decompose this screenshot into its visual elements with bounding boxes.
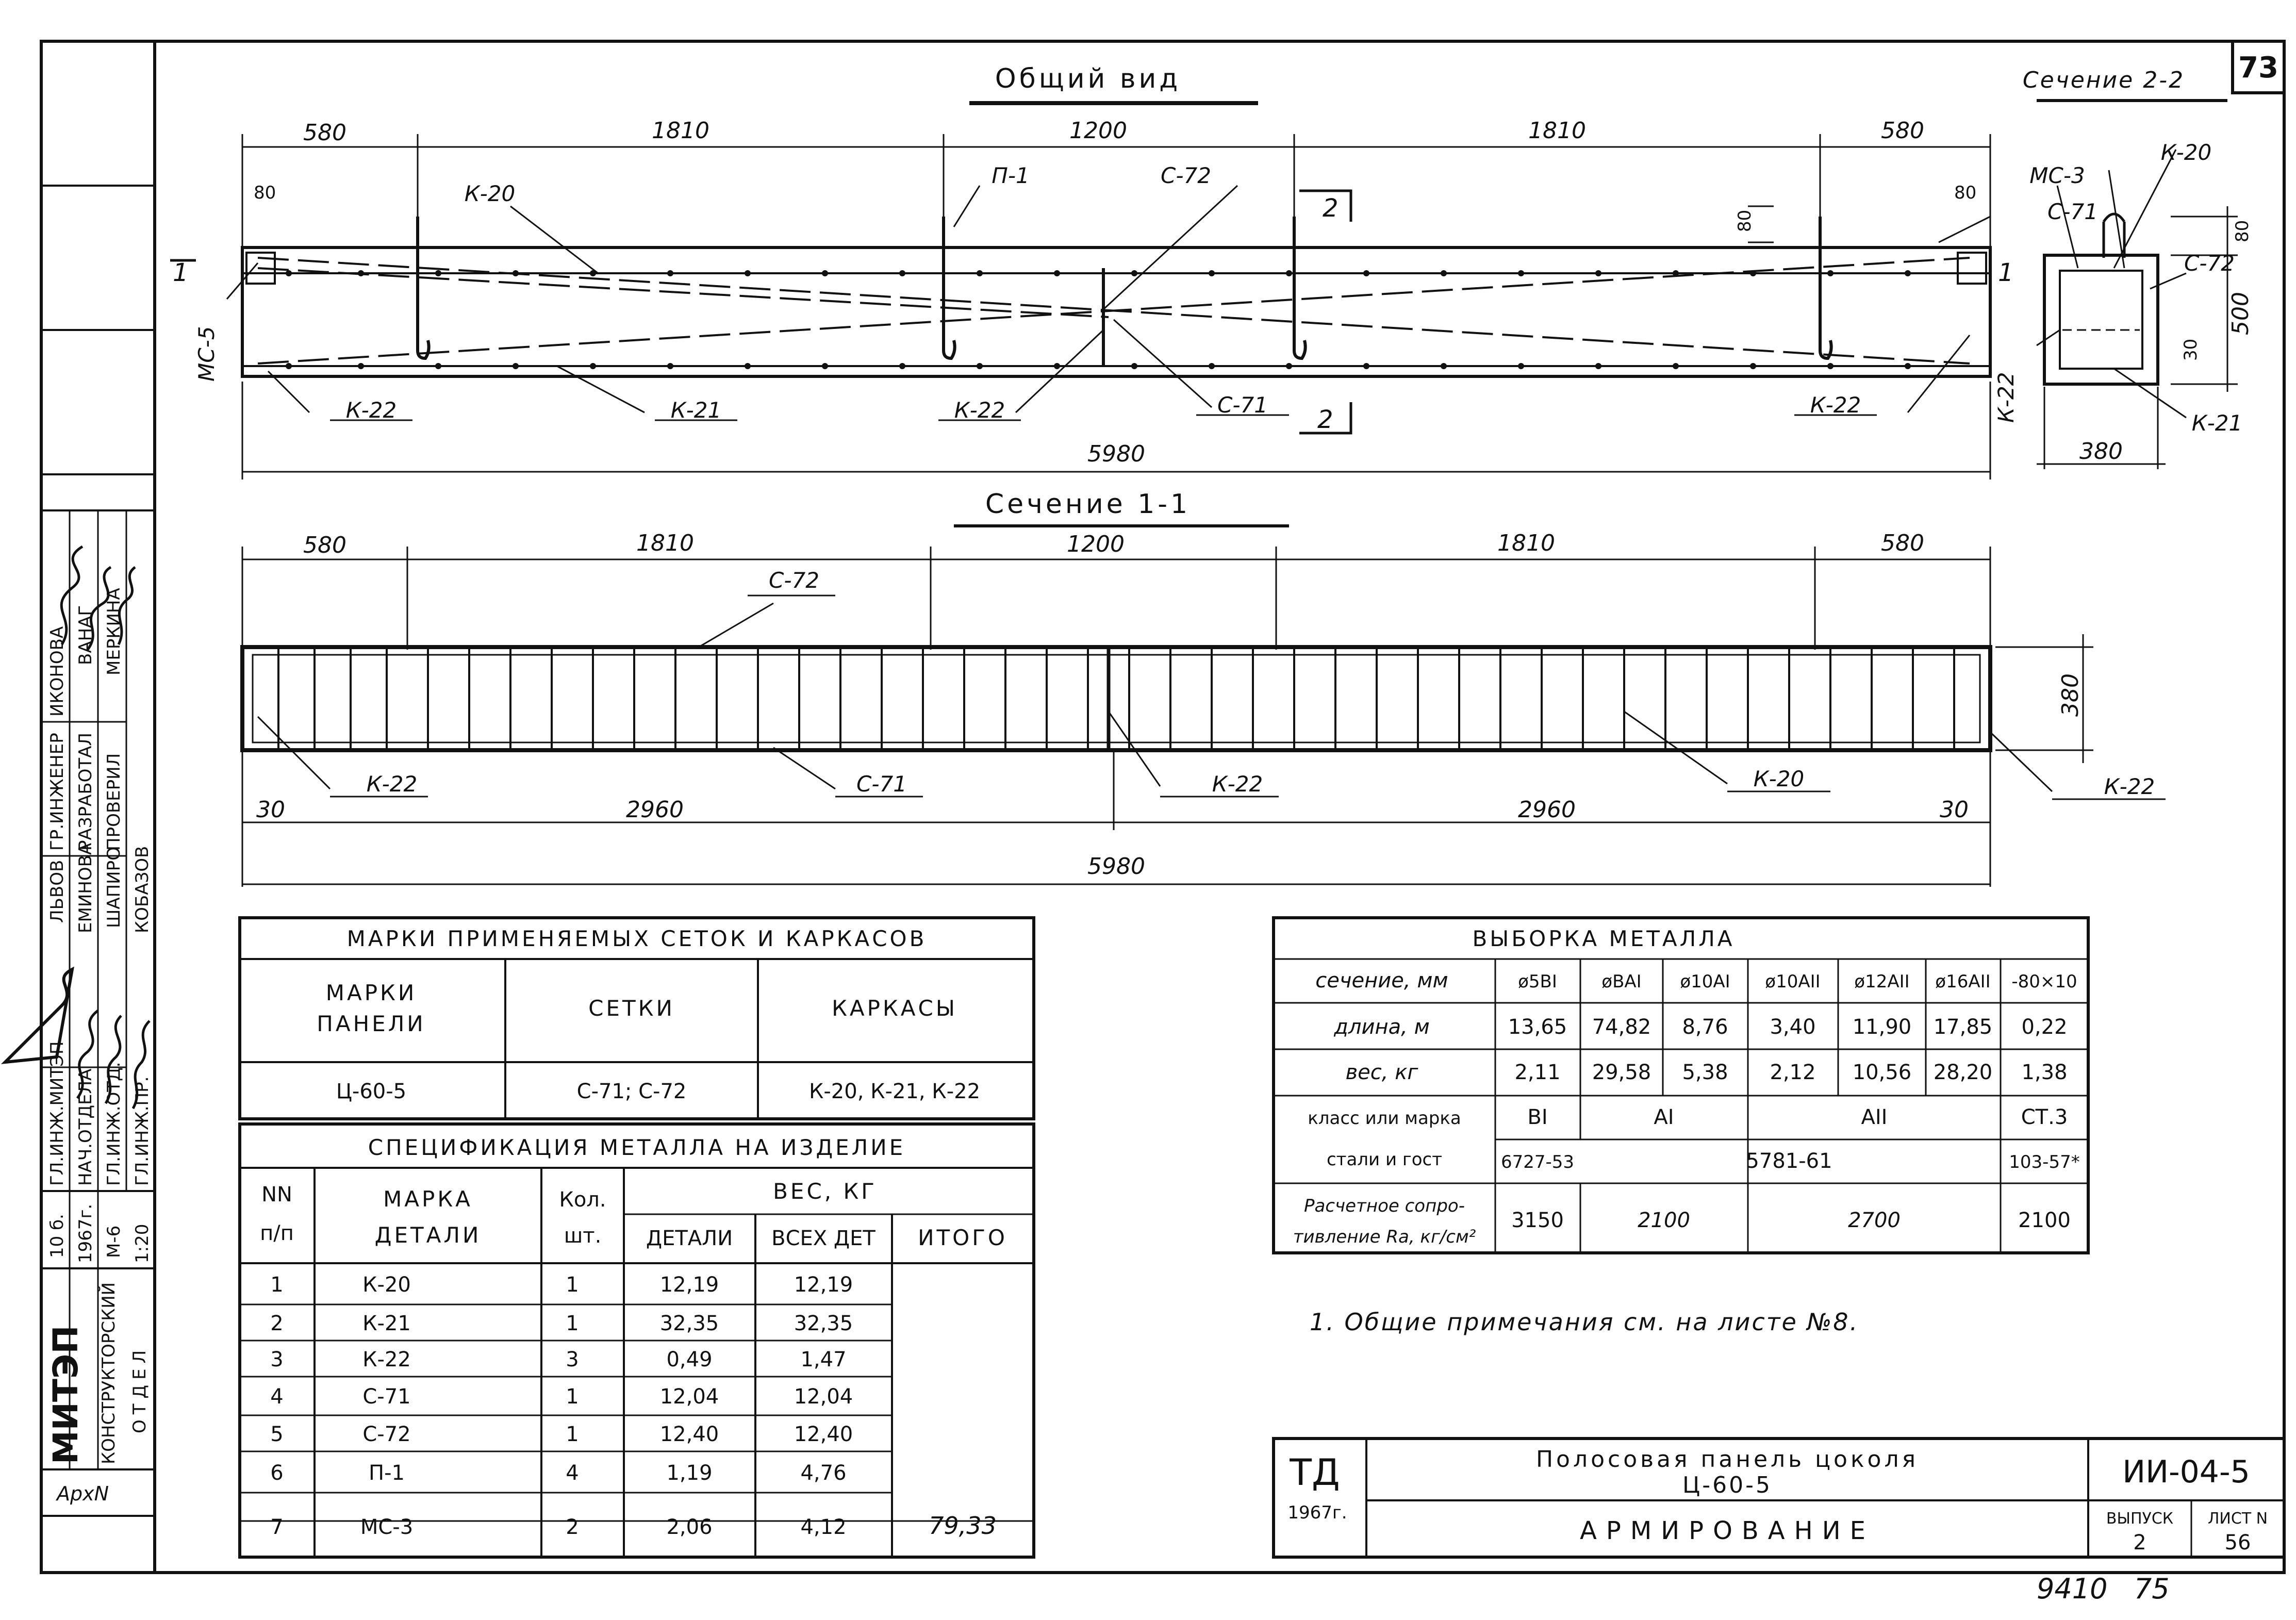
marks-header-2: СЕТКИ bbox=[588, 996, 675, 1021]
spec-row-7-w: 2,06 bbox=[666, 1515, 713, 1539]
spec-h-nn: NN bbox=[261, 1183, 292, 1206]
spec-row-2-all: 32,35 bbox=[794, 1312, 853, 1335]
spec-row-2-w: 32,35 bbox=[659, 1312, 719, 1335]
s11-dim-bottom-3: 2960 bbox=[1518, 797, 1576, 823]
spec-row-7-all: 4,12 bbox=[800, 1515, 847, 1539]
marks-table bbox=[240, 918, 1034, 1119]
metal-r1-c7: -80×10 bbox=[2011, 971, 2077, 992]
s22-label-k21: К-21 bbox=[2191, 410, 2243, 436]
metal-r-3: 2700 bbox=[1848, 1209, 1901, 1232]
label-ms5: МС-5 bbox=[194, 326, 219, 382]
spec-row-5-n: 5 bbox=[270, 1423, 284, 1446]
metal-r3-label: вес, кг bbox=[1345, 1061, 1418, 1084]
spec-row-3-n: 3 bbox=[270, 1348, 284, 1371]
sec-mark-2-top: 2 bbox=[1323, 194, 1339, 223]
spec-row-3-qty: 3 bbox=[566, 1348, 579, 1371]
spec-row-2-n: 2 bbox=[270, 1312, 284, 1335]
s11-label-k22-a: К-22 bbox=[366, 771, 418, 797]
stamp-roles2-a: ГР.ИНЖЕНЕР bbox=[47, 733, 68, 851]
dim-80-vert: 80 bbox=[1735, 209, 1755, 232]
spec-row-7-n: 7 bbox=[270, 1515, 284, 1539]
stamp-org-1: МИТЭП bbox=[46, 1325, 86, 1464]
s22-label-k22: К-22 bbox=[1993, 372, 2019, 423]
stamp-roles2-b: РАЗРАБОТАЛ bbox=[75, 732, 96, 851]
metal-r3-c2: 29,58 bbox=[1592, 1061, 1651, 1084]
spec-row-4-all: 12,04 bbox=[794, 1385, 853, 1409]
metal-table bbox=[1274, 918, 2088, 1253]
s11-label-c72: С-72 bbox=[769, 568, 819, 593]
page-number: 73 bbox=[2238, 51, 2278, 85]
spec-row-4-mark: С-71 bbox=[362, 1385, 411, 1409]
dim-top-5: 580 bbox=[1881, 118, 1924, 144]
metal-r1-c2: øBAI bbox=[1601, 971, 1642, 992]
dim-total-general: 5980 bbox=[1087, 441, 1145, 467]
metal-r2-c3: 8,76 bbox=[1682, 1015, 1728, 1039]
label-k22-c: К-22 bbox=[1810, 392, 1861, 418]
stamp-roles-a: ГЛ.ИНЖ.МИТЭП bbox=[47, 1041, 68, 1186]
general-view-title: Общий вид bbox=[995, 63, 1181, 94]
s11-dim-top-2: 1810 bbox=[636, 530, 694, 556]
s11-dim-top-3: 1200 bbox=[1067, 531, 1125, 557]
metal-gost-3: 103-57* bbox=[2009, 1152, 2080, 1172]
stamp-names-d: КОБАЗОВ bbox=[132, 846, 153, 933]
s11-dim-total: 5980 bbox=[1087, 853, 1145, 880]
spec-h-mark2: ДЕТАЛИ bbox=[374, 1222, 482, 1248]
s22-dim-inner: 30 bbox=[2181, 338, 2201, 361]
spec-table-title: СПЕЦИФИКАЦИЯ МЕТАЛЛА НА ИЗДЕЛИЕ bbox=[368, 1135, 906, 1160]
s11-dim-height: 380 bbox=[2057, 673, 2084, 717]
s11-label-k22-b: К-22 bbox=[1212, 771, 1263, 797]
dim-top-4: 1810 bbox=[1528, 118, 1586, 144]
dim-80-right: 80 bbox=[1954, 183, 1977, 203]
general-note: 1. Общие примечания см. на листе №8. bbox=[1310, 1308, 1859, 1336]
dim-top-3: 1200 bbox=[1069, 118, 1127, 144]
panel-outline bbox=[242, 247, 1990, 376]
marks-header-1a: МАРКИ bbox=[325, 980, 417, 1005]
metal-r2-c1: 13,65 bbox=[1508, 1015, 1567, 1039]
title-issue-value: 2 bbox=[2133, 1531, 2146, 1555]
s11-dim-bottom-4: 30 bbox=[1940, 797, 1969, 823]
spec-row-3-w: 0,49 bbox=[666, 1348, 713, 1371]
s11-dim-top-5: 580 bbox=[1881, 530, 1924, 556]
marks-header-1b: ПАНЕЛИ bbox=[317, 1011, 426, 1036]
s22-label-c72: С-72 bbox=[2184, 251, 2235, 276]
metal-r1-c4: ø10AII bbox=[1765, 971, 1821, 992]
spec-row-3-mark: К-22 bbox=[362, 1348, 411, 1371]
metal-class-2: АI bbox=[1654, 1105, 1674, 1129]
title-year: 1967г. bbox=[1287, 1502, 1347, 1523]
section-1-1 bbox=[242, 489, 2166, 887]
spec-row-2-qty: 1 bbox=[566, 1312, 579, 1335]
metal-r1-c6: ø16AII bbox=[1935, 971, 1991, 992]
metal-r2-c2: 74,82 bbox=[1592, 1015, 1651, 1039]
spec-h-nn2: п/п bbox=[260, 1221, 294, 1245]
general-view bbox=[170, 63, 2014, 480]
s11-dim-top-1: 580 bbox=[303, 532, 346, 558]
left-stamp bbox=[5, 186, 155, 1516]
stamp-roles-c: ГЛ.ИНЖ.ОТД. bbox=[104, 1062, 124, 1186]
s11-stirrups bbox=[278, 647, 1954, 750]
spec-row-4-w: 12,04 bbox=[659, 1385, 719, 1409]
metal-r2-c7: 0,22 bbox=[2021, 1015, 2068, 1039]
title-code: ИИ-04-5 bbox=[2122, 1454, 2250, 1490]
s22-dim-top: 80 bbox=[2232, 220, 2253, 242]
metal-r-label-1: Расчетное сопро- bbox=[1304, 1196, 1465, 1216]
marks-row-panel: Ц-60-5 bbox=[336, 1080, 407, 1103]
label-k20: К-20 bbox=[464, 181, 516, 206]
s22-label-mc3: МС-3 bbox=[2029, 163, 2085, 188]
marks-row-frames: К-20, К-21, К-22 bbox=[808, 1080, 981, 1103]
spec-row-1-w: 12,19 bbox=[659, 1273, 719, 1297]
spec-row-5-mark: С-72 bbox=[362, 1423, 411, 1446]
metal-gost-2: 5781-61 bbox=[1746, 1149, 1832, 1173]
spec-row-5-all: 12,40 bbox=[794, 1423, 853, 1446]
s11-panel-outline bbox=[242, 647, 1990, 750]
s11-label-k22-c: К-22 bbox=[2104, 774, 2155, 799]
s11-label-k20: К-20 bbox=[1753, 766, 1805, 791]
archive-mark: АрхN bbox=[57, 1482, 109, 1505]
metal-class-label-1: класс или марка bbox=[1308, 1108, 1461, 1129]
dim-top-1: 580 bbox=[303, 120, 346, 146]
metal-r3-c3: 5,38 bbox=[1682, 1061, 1728, 1084]
spec-row-6-all: 4,76 bbox=[800, 1461, 847, 1485]
spec-row-6-w: 1,19 bbox=[666, 1461, 713, 1485]
metal-r-2: 2100 bbox=[1638, 1209, 1690, 1232]
spec-h-qty: Кол. bbox=[559, 1188, 606, 1212]
spec-row-6-qty: 4 bbox=[566, 1461, 579, 1485]
label-p1: П-1 bbox=[992, 163, 1030, 188]
s22-label-k20: К-20 bbox=[2160, 140, 2212, 165]
spec-h-detail: ДЕТАЛИ bbox=[646, 1227, 733, 1250]
spec-h-total: ИТОГО bbox=[918, 1225, 1007, 1250]
spec-row-4-qty: 1 bbox=[566, 1385, 579, 1409]
metal-r-1: 3150 bbox=[1511, 1209, 1564, 1232]
stamp-roles-b: НАЧ.ОТДЕЛА bbox=[75, 1068, 96, 1186]
spec-h-qty2: шт. bbox=[564, 1224, 602, 1248]
label-k21: К-21 bbox=[670, 398, 722, 423]
section-11-title: Сечение 1-1 bbox=[985, 489, 1191, 520]
metal-r2-c6: 17,85 bbox=[1933, 1015, 1993, 1039]
stamp-names-b: ЕМИНОВА bbox=[75, 842, 96, 933]
marks-row-nets: С-71; С-72 bbox=[576, 1080, 687, 1103]
spec-h-mark: МАРКА bbox=[383, 1186, 473, 1212]
metal-r2-label: длина, м bbox=[1334, 1015, 1430, 1039]
s11-dim-bottom-2: 2960 bbox=[626, 797, 684, 823]
s22-dim-height: 500 bbox=[2227, 292, 2254, 335]
metal-r1-label: сечение, мм bbox=[1315, 969, 1448, 993]
sec-mark-2-bottom: 2 bbox=[1317, 405, 1333, 434]
stamp-roles2-c: ПРОВЕРИЛ bbox=[104, 753, 124, 851]
spec-row-7-mark: МС-3 bbox=[360, 1515, 414, 1539]
handwritten-number: 9410 75 bbox=[2037, 1573, 2170, 1605]
title-name-1: Полосовая панель цоколя bbox=[1535, 1446, 1919, 1473]
stamp-org-2: КОНСТРУКТОРСКИЙ bbox=[98, 1282, 119, 1464]
section-22-outline bbox=[2044, 255, 2158, 384]
spec-row-1-qty: 1 bbox=[566, 1273, 579, 1297]
metal-r3-c1: 2,11 bbox=[1514, 1061, 1561, 1084]
metal-r1-c1: ø5ВI bbox=[1518, 971, 1557, 992]
metal-r2-c4: 3,40 bbox=[1770, 1015, 1816, 1039]
s22-dim-width: 380 bbox=[2079, 438, 2123, 465]
spec-row-3-all: 1,47 bbox=[800, 1348, 847, 1371]
stamp-scale-1: М-6 bbox=[104, 1225, 124, 1258]
label-c72-top: С-72 bbox=[1161, 163, 1211, 188]
spec-row-1-all: 12,19 bbox=[794, 1273, 853, 1297]
label-k22-b: К-22 bbox=[954, 398, 1005, 423]
stamp-names2: ИКОНОВА bbox=[47, 626, 68, 717]
spec-table bbox=[240, 1124, 1034, 1557]
marks-header-3: КАРКАСЫ bbox=[832, 996, 957, 1021]
metal-r1-c3: ø10AI bbox=[1680, 971, 1730, 992]
stamp-names2-b: ВАНАГ bbox=[75, 605, 96, 665]
stamp-org-3: ОТДЕЛ bbox=[129, 1345, 150, 1433]
metal-r3-c4: 2,12 bbox=[1770, 1061, 1816, 1084]
stamp-names-a: ЛЬВОВ bbox=[47, 859, 68, 923]
stamp-date-1: 10 б. bbox=[47, 1214, 68, 1258]
sec-mark-1-left: 1 bbox=[173, 258, 189, 287]
title-issue-label: ВЫПУСК bbox=[2106, 1510, 2174, 1528]
title-sheet-value: 56 bbox=[2224, 1531, 2251, 1555]
s22-label-c71: С-71 bbox=[2047, 199, 2098, 224]
spec-total: 79,33 bbox=[929, 1512, 997, 1540]
spec-row-2-mark: К-21 bbox=[362, 1312, 411, 1335]
spec-row-1-mark: К-20 bbox=[362, 1273, 411, 1297]
label-k22-a: К-22 bbox=[345, 398, 397, 423]
title-org: ТД bbox=[1290, 1451, 1340, 1494]
spec-row-5-w: 12,40 bbox=[659, 1423, 719, 1446]
metal-class-1: ВI bbox=[1527, 1105, 1548, 1129]
dim-top-2: 1810 bbox=[652, 118, 709, 144]
title-sheet-label: ЛИСТ N bbox=[2207, 1510, 2268, 1528]
spec-row-4-n: 4 bbox=[270, 1385, 284, 1409]
metal-r3-c5: 10,56 bbox=[1852, 1061, 1912, 1084]
label-c71: С-71 bbox=[1217, 392, 1268, 418]
s11-dim-bottom-1: 30 bbox=[256, 797, 285, 823]
dim-80-left: 80 bbox=[254, 183, 276, 203]
marks-table-title: МАРКИ ПРИМЕНЯЕМЫХ СЕТОК И КАРКАСОВ bbox=[346, 926, 927, 951]
section-22-title: Сечение 2-2 bbox=[2022, 67, 2185, 93]
stamp-names-c: ШАПИРО bbox=[104, 847, 124, 928]
stamp-scale-2: 1:20 bbox=[132, 1224, 153, 1263]
title-block bbox=[1274, 1439, 2284, 1557]
metal-r-label-2: тивление Rа, кг/см² bbox=[1293, 1227, 1476, 1247]
metal-r2-c5: 11,90 bbox=[1852, 1015, 1912, 1039]
s11-label-c71: С-71 bbox=[856, 771, 907, 797]
spec-row-7-qty: 2 bbox=[566, 1515, 579, 1539]
sec-mark-1-right: 1 bbox=[1998, 258, 2014, 287]
s11-dim-top-4: 1810 bbox=[1497, 530, 1555, 556]
metal-r3-c6: 28,20 bbox=[1933, 1061, 1993, 1084]
metal-table-title: ВЫБОРКА МЕТАЛЛА bbox=[1472, 926, 1735, 951]
section-2-2 bbox=[1993, 67, 2254, 469]
metal-class-3: АII bbox=[1861, 1105, 1888, 1129]
metal-r-4: 2100 bbox=[2018, 1209, 2071, 1232]
stamp-roles-d: ГЛ.ИНЖ.ПР. bbox=[132, 1076, 153, 1186]
spec-row-6-n: 6 bbox=[270, 1461, 284, 1485]
spec-row-5-qty: 1 bbox=[566, 1423, 579, 1446]
title-name-3: АРМИРОВАНИЕ bbox=[1580, 1516, 1875, 1545]
stamp-date-2: 1967г. bbox=[75, 1203, 96, 1263]
spec-h-weight: ВЕС, КГ bbox=[773, 1179, 877, 1204]
metal-class-4: СТ.3 bbox=[2021, 1105, 2068, 1129]
metal-class-label-2: стали и гост bbox=[1326, 1149, 1443, 1170]
spec-row-1-n: 1 bbox=[270, 1273, 284, 1297]
metal-r3-c7: 1,38 bbox=[2021, 1061, 2068, 1084]
spec-h-all: ВСЕХ ДЕТ bbox=[771, 1227, 876, 1250]
title-name-2: Ц-60-5 bbox=[1682, 1472, 1772, 1498]
metal-gost-1: 6727-53 bbox=[1500, 1152, 1575, 1172]
metal-r1-c5: ø12AII bbox=[1854, 971, 1910, 992]
spec-row-6-mark: П-1 bbox=[369, 1461, 405, 1485]
stamp-names2-c: МЕРКИНА bbox=[104, 588, 124, 675]
